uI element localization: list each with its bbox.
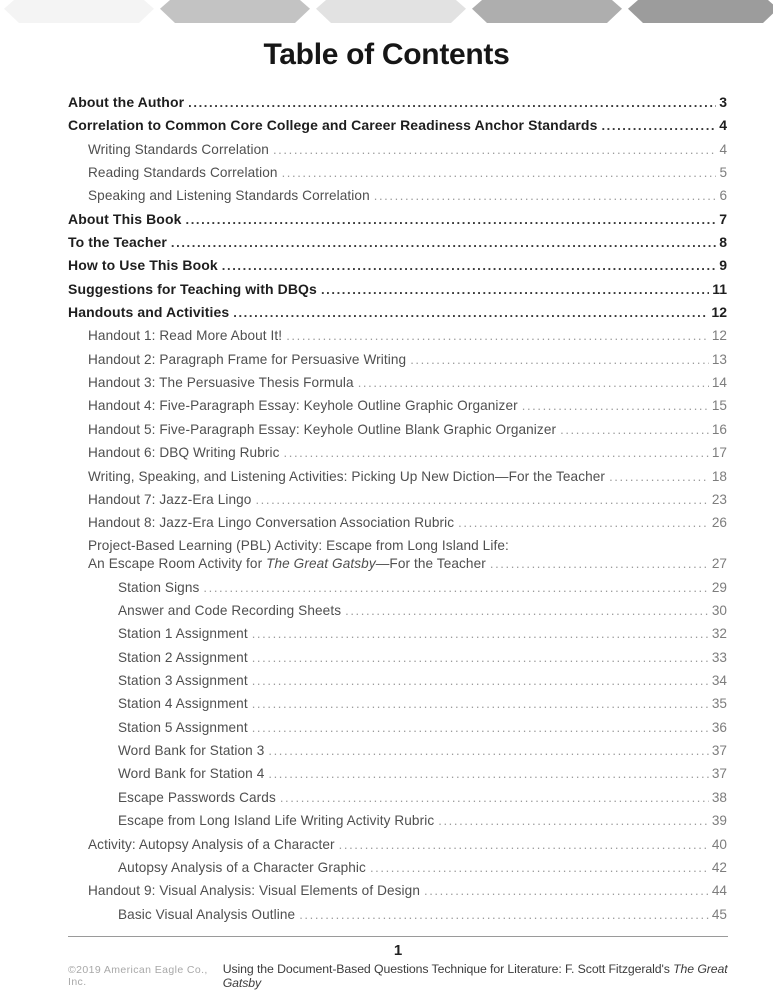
banner-chevron — [316, 0, 466, 23]
toc-entry-label: Correlation to Common Core College and Career Readiness Anchor Standards — [68, 117, 598, 134]
toc-entry-label: Handout 1: Read More About It! — [88, 328, 283, 344]
toc-entry-page: 35 — [711, 696, 727, 712]
toc-entry — [68, 856, 727, 879]
banner-chevron — [4, 0, 154, 23]
dotted-leader — [299, 903, 709, 926]
dotted-leader — [252, 692, 709, 715]
dotted-leader — [252, 669, 709, 692]
toc-entry-page: 16 — [711, 421, 727, 437]
dotted-leader — [410, 348, 709, 371]
dotted-leader — [609, 465, 709, 488]
dotted-leader — [374, 184, 717, 207]
dotted-leader — [233, 301, 708, 324]
dotted-leader — [252, 646, 709, 669]
toc-entry — [68, 441, 727, 464]
toc-entry-label: Station 2 Assignment — [118, 649, 248, 665]
dotted-leader — [268, 739, 709, 762]
toc-entry-label: Station 3 Assignment — [118, 673, 248, 689]
toc-entry-label: An Escape Room Activity for The Great Gatsby—For the Teacher — [88, 556, 486, 572]
toc-entry-page: 37 — [711, 743, 727, 759]
toc-entry-label: About This Book — [68, 210, 182, 227]
toc-entry-page: 39 — [711, 813, 727, 829]
toc-entry-label: Writing, Speaking, and Listening Activities: Picking Up New Diction—For the Teacher — [88, 468, 606, 484]
banner-chevron — [472, 0, 622, 23]
toc-entry-page: 5 — [719, 165, 727, 181]
toc-entry — [68, 879, 727, 902]
toc-entry-label: Handout 6: DBQ Writing Rubric — [88, 445, 280, 461]
toc-entry-page: 40 — [711, 836, 727, 852]
book-reference-text: Using the Document-Based Questions Technique for Literature: F. Scott Fitzgerald's The Great Gatsby — [222, 962, 728, 990]
toc-entry-page: 42 — [711, 859, 727, 875]
toc-entry — [68, 161, 727, 184]
toc-entry-label: Writing Standards Correlation — [88, 141, 269, 157]
toc-entry-label: Basic Visual Analysis Outline — [118, 906, 296, 922]
toc-entry-page: 14 — [711, 375, 727, 391]
toc-entry-label: About the Author — [68, 94, 185, 110]
toc-entry — [68, 669, 727, 692]
toc-entry-label: Handout 2: Paragraph Frame for Persuasive Writing — [88, 351, 407, 367]
toc-entry — [68, 371, 727, 394]
toc-entry — [68, 324, 727, 347]
toc-entry — [68, 692, 727, 715]
toc-entry — [68, 91, 727, 114]
toc-entry — [68, 511, 727, 534]
dotted-leader — [203, 576, 708, 599]
toc-entry-page: 4 — [719, 117, 727, 134]
dotted-leader — [273, 138, 716, 161]
toc-entry-page: 12 — [711, 328, 727, 344]
toc-entry-page: 23 — [711, 491, 727, 507]
footer-divider — [68, 936, 728, 937]
toc-entry-page: 9 — [719, 257, 727, 274]
toc-entry — [68, 599, 727, 622]
dotted-leader — [252, 622, 709, 645]
dotted-leader — [188, 91, 716, 114]
dotted-leader — [286, 324, 709, 347]
toc-entry — [68, 809, 727, 832]
dotted-leader — [601, 114, 716, 137]
toc-entry — [68, 465, 727, 488]
toc-entry-label: Speaking and Listening Standards Correlation — [88, 188, 370, 204]
toc-entry — [68, 114, 727, 137]
toc-entry-page: 6 — [719, 188, 727, 204]
toc-entry — [68, 576, 727, 599]
toc-entry — [68, 418, 727, 441]
toc-entry — [68, 278, 727, 301]
toc-entry-label: Handout 7: Jazz-Era Lingo — [88, 491, 252, 507]
dotted-leader — [268, 762, 709, 785]
toc-list — [68, 91, 727, 926]
toc-entry-label: Handout 5: Five-Paragraph Essay: Keyhole Outline Blank Graphic Organizer — [88, 421, 557, 437]
dotted-leader — [458, 511, 709, 534]
toc-entry-page: 33 — [711, 649, 727, 665]
dotted-leader — [252, 716, 709, 739]
dotted-leader — [255, 488, 708, 511]
toc-entry-page: 32 — [711, 626, 727, 642]
dotted-leader — [370, 856, 709, 879]
banner-chevron — [628, 0, 773, 23]
dotted-leader — [171, 231, 716, 254]
toc-entry — [68, 301, 727, 324]
toc-entry-label: Handouts and Activities — [68, 304, 230, 321]
dotted-leader — [222, 254, 716, 277]
toc-entry-label: Activity: Autopsy Analysis of a Character — [88, 836, 335, 852]
toc-entry-page: 44 — [711, 883, 727, 899]
toc-entry-page: 34 — [711, 673, 727, 689]
toc-entry-page: 37 — [711, 766, 727, 782]
toc-entry-page: 29 — [711, 579, 727, 595]
toc-entry — [68, 786, 727, 809]
toc-entry-page: 30 — [711, 603, 727, 619]
toc-entry-label: Reading Standards Correlation — [88, 165, 278, 181]
toc-entry-page: 38 — [711, 789, 727, 805]
toc-entry-page: 3 — [719, 94, 727, 110]
toc-entry-label: Handout 8: Jazz-Era Lingo Conversation Association Rubric — [88, 515, 455, 531]
dotted-leader — [560, 418, 709, 441]
dotted-leader — [424, 879, 709, 902]
dotted-leader — [345, 599, 709, 622]
toc-entry-page: 13 — [711, 351, 727, 367]
toc-entry — [68, 231, 727, 254]
toc-entry-page: 18 — [711, 468, 727, 484]
toc-entry-label: Autopsy Analysis of a Character Graphic — [118, 859, 366, 875]
toc-entry-page: 12 — [711, 304, 727, 321]
toc-entry-label: Suggestions for Teaching with DBQs — [68, 280, 317, 297]
toc-entry-label: Project-Based Learning (PBL) Activity: Escape from Long Island Life: — [88, 537, 509, 553]
dotted-leader — [186, 208, 717, 231]
toc-entry — [68, 348, 727, 371]
toc-entry-label: Station 5 Assignment — [118, 719, 248, 735]
toc-entry-label: Station 4 Assignment — [118, 696, 248, 712]
toc-entry — [68, 762, 727, 785]
toc-entry — [68, 739, 727, 762]
page-number: 1 — [393, 942, 403, 959]
footer — [68, 962, 746, 990]
dotted-leader — [321, 278, 709, 301]
dotted-leader — [280, 786, 709, 809]
toc-entry — [68, 903, 727, 926]
toc-entry-label: Handout 9: Visual Analysis: Visual Elements of Design — [88, 883, 420, 899]
toc-entry-page: 15 — [711, 398, 727, 414]
toc-entry-label: Word Bank for Station 4 — [118, 766, 265, 782]
toc-entry-label: Escape Passwords Cards — [118, 789, 276, 805]
toc-entry-page: 4 — [719, 141, 727, 157]
dotted-leader — [522, 394, 709, 417]
toc-entry-label: How to Use This Book — [68, 257, 218, 274]
toc-entry-label: To the Teacher — [68, 234, 167, 251]
toc-entry — [68, 535, 727, 576]
toc-entry — [68, 208, 727, 231]
dotted-leader — [358, 371, 709, 394]
toc-entry — [68, 716, 727, 739]
toc-entry — [68, 138, 727, 161]
toc-entry-page: 45 — [711, 906, 727, 922]
toc-entry-label: Handout 3: The Persuasive Thesis Formula — [88, 375, 354, 391]
copyright-text: ©2019 American Eagle Co., Inc. — [68, 964, 208, 988]
toc-entry — [68, 254, 727, 277]
toc-entry — [68, 646, 727, 669]
header-chevron-banner — [0, 0, 773, 23]
toc-entry-page: 8 — [719, 234, 727, 251]
toc-entry — [68, 622, 727, 645]
toc-entry-label: Word Bank for Station 3 — [118, 743, 265, 759]
dotted-leader — [282, 161, 717, 184]
toc-entry-label: Station 1 Assignment — [118, 626, 248, 642]
toc-entry — [68, 394, 727, 417]
toc-entry-page: 11 — [712, 280, 727, 297]
dotted-leader — [339, 833, 709, 856]
toc-entry-page: 7 — [719, 210, 727, 227]
toc-entry — [68, 833, 727, 856]
dotted-leader — [438, 809, 709, 832]
toc-entry-label: Answer and Code Recording Sheets — [118, 603, 342, 619]
toc-entry — [68, 488, 727, 511]
toc-entry-page: 17 — [711, 445, 727, 461]
dotted-leader — [490, 555, 709, 573]
toc-entry-page: 36 — [711, 719, 727, 735]
page-title: Table of Contents — [263, 38, 510, 71]
banner-chevron — [160, 0, 310, 23]
toc-entry-label: Escape from Long Island Life Writing Activity Rubric — [118, 813, 435, 829]
dotted-leader — [284, 441, 709, 464]
toc-entry-page: 27 — [711, 556, 727, 572]
toc-entry-label: Station Signs — [118, 579, 200, 595]
toc-entry — [68, 184, 727, 207]
toc-entry-page: 26 — [711, 515, 727, 531]
toc-entry-label: Handout 4: Five-Paragraph Essay: Keyhole Outline Graphic Organizer — [88, 398, 518, 414]
